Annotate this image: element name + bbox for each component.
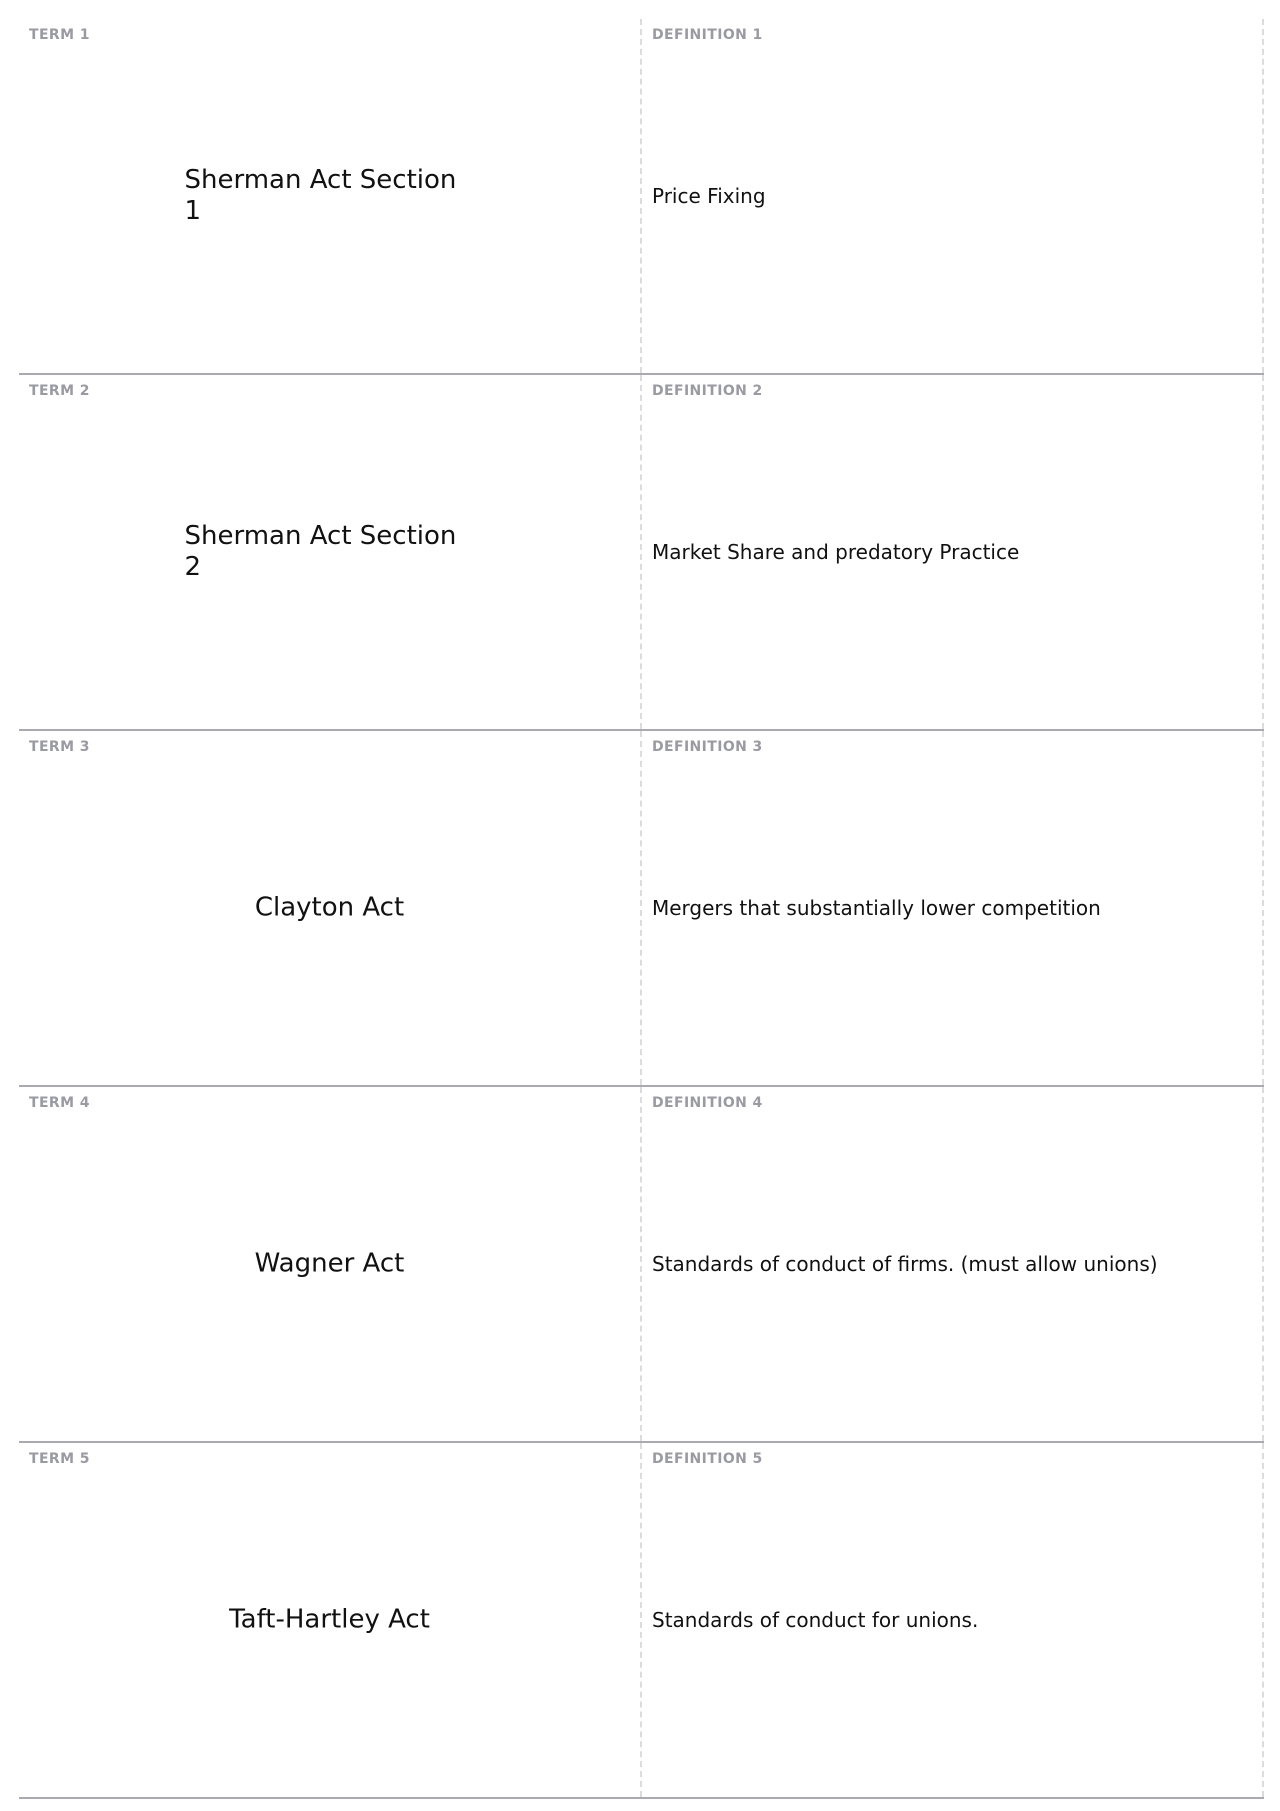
flashcard-sheet [19, 19, 1264, 1799]
term-label: TERM 2 [29, 383, 90, 399]
definition-text: Mergers that substantially lower competition [652, 896, 1101, 920]
definition-cell [642, 1443, 1264, 1797]
flashcard-row [19, 1443, 1264, 1799]
term-text: Clayton Act [254, 892, 405, 923]
flashcard-row [19, 19, 1264, 375]
definition-text: Market Share and predatory Practice [652, 540, 1020, 564]
definition-cell [642, 19, 1264, 373]
term-cell [19, 1087, 642, 1441]
term-label: TERM 5 [29, 1451, 90, 1467]
definition-label: DEFINITION 5 [652, 1451, 763, 1467]
definition-label: DEFINITION 3 [652, 739, 763, 755]
definition-label: DEFINITION 4 [652, 1095, 763, 1111]
term-label: TERM 3 [29, 739, 90, 755]
definition-cell [642, 1087, 1264, 1441]
term-cell [19, 375, 642, 729]
definition-text: Price Fixing [652, 184, 766, 208]
term-text: Taft-Hartley Act [229, 1604, 430, 1635]
definition-label: DEFINITION 2 [652, 383, 763, 399]
definition-text: Standards of conduct for unions. [652, 1608, 979, 1632]
flashcard-row [19, 731, 1264, 1087]
term-label: TERM 1 [29, 27, 90, 43]
flashcard-row [19, 375, 1264, 731]
term-text: Sherman Act Section 1 [184, 165, 457, 226]
term-cell [19, 731, 642, 1085]
term-cell [19, 19, 642, 373]
flashcard-row [19, 1087, 1264, 1443]
definition-cell [642, 375, 1264, 729]
definition-text: Standards of conduct of firms. (must allow unions) [652, 1252, 1158, 1276]
term-text: Sherman Act Section 2 [184, 521, 457, 582]
term-cell [19, 1443, 642, 1797]
definition-cell [642, 731, 1264, 1085]
definition-label: DEFINITION 1 [652, 27, 763, 43]
term-label: TERM 4 [29, 1095, 90, 1111]
term-text: Wagner Act [254, 1248, 405, 1279]
